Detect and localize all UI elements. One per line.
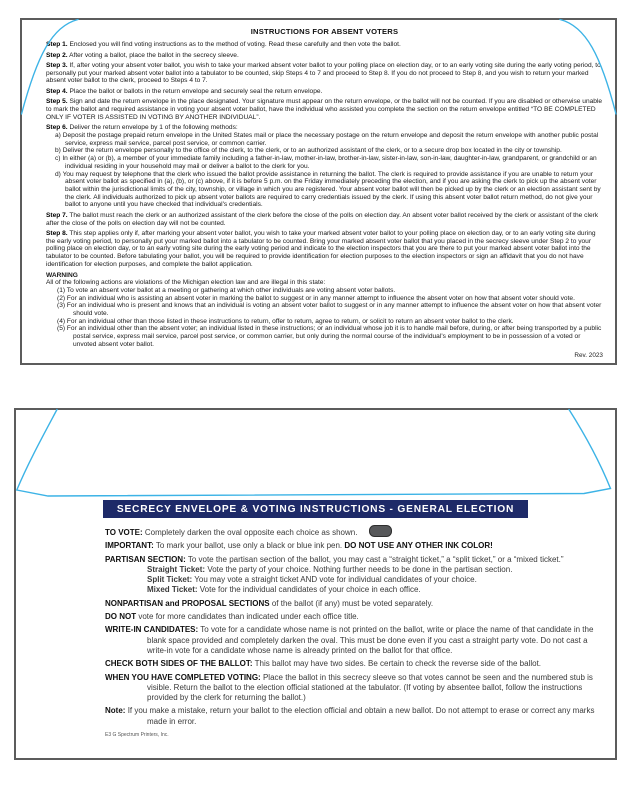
warning-4-text: For an individual other than those listed in these instructions to return, offer to return, agree to return, or solicit to return an absent voter ballot to the clerk.	[66, 317, 514, 325]
warning-item-3	[57, 302, 603, 317]
warning-item-5	[57, 325, 603, 348]
step-1-label: Step 1.	[46, 41, 68, 48]
do-not-text: vote for more candidates than indicated under each office title.	[138, 612, 359, 622]
step-6-method-c	[55, 155, 603, 170]
to-vote-line	[105, 525, 597, 538]
warning-2-label: (2)	[57, 294, 66, 302]
check-both-sides-label: CHECK BOTH SIDES OF THE BALLOT:	[105, 659, 253, 669]
step-6-method-d	[55, 171, 603, 210]
method-b-text: Deliver the return envelope personally to the office of the clerk, to the clerk, or to an authorized assistant of the clerk, or to a secure drop box located in the city or township.	[62, 147, 562, 155]
method-b-label: b)	[55, 147, 61, 155]
split-ticket-text: You may vote a straight ticket AND vote for individual candidates of your choice.	[194, 575, 477, 585]
step-4-text: Place the ballot or ballots in the return envelope and securely seal the return envelope.	[69, 87, 323, 95]
mixed-ticket-text: Vote for the individual candidates of your choice in each office.	[199, 585, 421, 595]
mixed-ticket-line	[147, 585, 597, 595]
step-7-label: Step 7.	[46, 211, 68, 219]
darkened-oval-icon	[369, 525, 392, 537]
step-8-label: Step 8.	[46, 230, 68, 238]
split-ticket-line	[147, 575, 597, 585]
step-5-text: Sign and date the return envelope in the place designated. Your signature must appear on the return envelope, or the ballot will not be counted. If you are disabled or otherwise unable to mark the ballot and required assistance in voting your absent voter ballot, have the individual who assisted you complete the section on the return envelope entitled “TO BE COMPLETED ONLY IF VOTER IS ASSISTED IN VOTING BY ANOTHER INDIVIDUAL”.	[46, 98, 603, 121]
step-2-label: Step 2.	[46, 51, 68, 59]
note-text: If you make a mistake, return your ballot to the election official and obtain a new ballot. Do not attempt to erase or correct any marks made in error.	[127, 706, 595, 726]
write-in-label: WRITE-IN CANDIDATES:	[105, 625, 199, 635]
important-line	[105, 541, 597, 551]
write-in-text: To vote for a candidate whose name is not printed on the ballot, write or place the name of that candidate in the blank space provided and completely darken the oval. This must be done even if you cast a straight party vote. Do not cast a write-in vote for a candidate whose name is already printed on the ballot for that office.	[147, 625, 594, 655]
step-1	[46, 41, 603, 49]
partisan-section-line	[105, 555, 597, 565]
method-d-text: You may request by telephone that the clerk who issued the ballot provide assistance in returning the ballot. The clerk is required to provide assistance if you are unable to return your absent voter ballot as specified in (a), (b), or (c) above, if it is before 5 p.m. on the Friday immediately preceding the election, and if you are asking the clerk to pick up the absent voter ballot within the jurisdictional limits of the city, township, or village in which you are registered. Your absent voter ballot will then be picked up by the clerk or an election assistant sent by the clerk. All individuals authorized to pick up absent voter ballots are required to carry credentials issued by the clerk. If using this absent voter ballot return method, do not give your ballot to anyone until you have checked that individual's credentials.	[62, 170, 601, 209]
nonpartisan-text: of the ballot (if any) must be voted separately.	[271, 598, 434, 608]
note-line	[105, 706, 597, 727]
step-6-method-b	[55, 147, 603, 155]
step-2	[46, 52, 603, 60]
step-1-text: Enclosed you will find voting instructions as to the method of voting. Read these carefully and then vote the ballot.	[69, 41, 401, 48]
secrecy-envelope-header: SECRECY ENVELOPE & VOTING INSTRUCTIONS - GENERAL ELECTION	[103, 500, 528, 518]
completed-voting-line	[105, 673, 597, 704]
step-6	[46, 124, 603, 132]
warning-title: WARNING	[46, 271, 78, 279]
important-tail: DO NOT USE ANY OTHER INK COLOR!	[344, 541, 493, 551]
straight-ticket-label: Straight Ticket:	[147, 564, 206, 574]
important-label: IMPORTANT:	[105, 541, 154, 551]
check-both-sides-text: This ballot may have two sides. Be certain to check the reverse side of the ballot.	[254, 659, 542, 669]
step-4-label: Step 4.	[46, 87, 68, 95]
secrecy-envelope-panel	[14, 408, 617, 760]
warning-4-label: (4)	[57, 317, 66, 325]
warning-5-text: For an individual other than the absent voter; an individual listed in these instructions; or an individual whose job it is to handle mail before, during, or after being transported by a public postal service, express mail service, parcel post service, or common carrier, but only during the normal course of the individual's employment to be in possession of a voted or unvoted absent voter ballot.	[66, 325, 602, 348]
straight-ticket-text: Vote the party of your choice. Nothing further needs to be done in the partisan section.	[207, 564, 513, 574]
step-4	[46, 88, 603, 96]
do-not-line	[105, 612, 597, 622]
important-text: To mark your ballot, use only a black or blue ink pen.	[155, 541, 343, 551]
completed-voting-text: Place the ballot in this secrecy sleeve so that votes cannot be seen and the numbered stub is visible. Return the ballot to the election official stationed at the tabulator. (If voting by absentee ballot, follow the instructions provided by the clerk for returning the ballot.)	[147, 672, 593, 703]
partisan-label: PARTISAN SECTION:	[105, 554, 186, 564]
completed-voting-label: WHEN YOU HAVE COMPLETED VOTING:	[105, 672, 261, 682]
method-a-text: Deposit the postage prepaid return envelope in the United States mail or place the necessary postage on the return envelope and deposit the return envelope with another public postal service, express mail service, parcel post service, or common carrier.	[62, 132, 599, 147]
warning-list	[57, 287, 603, 349]
step-5-label: Step 5.	[46, 98, 68, 106]
step-6-methods-list	[55, 132, 603, 209]
absent-voter-instructions-panel	[20, 18, 617, 365]
warning-item-1	[57, 287, 603, 295]
straight-ticket-line	[147, 565, 597, 575]
mixed-ticket-label: Mixed Ticket:	[147, 585, 198, 595]
to-vote-text: Completely darken the oval opposite each choice as shown.	[144, 528, 358, 537]
split-ticket-label: Split Ticket:	[147, 575, 193, 585]
to-vote-label: TO VOTE:	[105, 528, 143, 537]
warning-3-text: For an individual who is present and knows that an individual is voting an absent voter ballot to suggest or in any manner attempt to influence the absent voter on how that absent voter should vote.	[66, 302, 602, 318]
step-7	[46, 212, 603, 227]
method-c-text: In either (a) or (b), a member of your immediate family including a father-in-law, mother-in-law, brother-in-law, sister-in-law, son-in-law, daughter-in-law, grandparent, or grandchild or an individual residing in your household may mail or deliver a ballot to the clerk for you.	[62, 155, 597, 170]
nonpartisan-line	[105, 599, 597, 609]
step-7-text: The ballot must reach the clerk or an authorized assistant of the clerk before the close of the polls on election day. An absent voter ballot received by the clerk or assistant of the clerk after the close of the polls on election day will not be counted.	[46, 211, 599, 227]
warning-1-label: (1)	[57, 286, 66, 294]
step-3	[46, 62, 603, 85]
panel1-title: INSTRUCTIONS FOR ABSENT VOTERS	[250, 27, 399, 36]
check-both-sides-line	[105, 659, 597, 669]
method-c-label: c)	[55, 155, 61, 163]
note-label: Note:	[105, 706, 126, 716]
printer-credit: E3 G Spectrum Printers, Inc.	[105, 732, 169, 739]
warning-item-4	[57, 318, 603, 326]
partisan-text: To vote the partisan section of the ballot, you may cast a “straight ticket,” a “split ticket,” or a “mixed ticket.”	[187, 554, 564, 564]
warning-5-label: (5)	[57, 325, 66, 333]
warning-3-label: (3)	[57, 302, 66, 310]
write-in-line	[105, 625, 597, 656]
do-not-label: DO NOT	[105, 612, 137, 622]
step-2-text: After voting a ballot, place the ballot in the secrecy sleeve.	[69, 51, 239, 59]
method-a-label: a)	[55, 132, 61, 140]
step-6-method-a	[55, 132, 603, 147]
step-8	[46, 230, 603, 269]
nonpartisan-label: NONPARTISAN and PROPOSAL SECTIONS	[105, 598, 270, 608]
step-3-text: If, after voting your absent voter ballot, you wish to take your marked absent voter ballot to your polling place on election day, or to an early voting site during the early voting period, to personally put your marked absent voter ballot into a tabulator to be counted, skip Steps 4 to 7 and proceed to Step 8. If you do not proceed to Step 8, and you wish to return your marked absent voter ballot to the clerk, proceed to Steps 4 to 7.	[46, 62, 601, 85]
warning-2-text: For an individual who is assisting an absent voter in marking the ballot to suggest or in any manner attempt to influence the absent voter on how that absent voter should vote.	[66, 294, 575, 302]
method-d-label: d)	[55, 170, 61, 178]
warning-1-text: To vote an absent voter ballot at a meeting or gathering at which other individuals are voting absent voter ballots.	[66, 286, 396, 294]
step-6-text: Deliver the return envelope by 1 of the following methods:	[69, 124, 238, 132]
revision-date: Rev. 2023	[574, 352, 603, 359]
warning-intro: All of the following actions are violations of the Michigan election law and are illegal in this state:	[46, 279, 326, 287]
step-3-label: Step 3.	[46, 62, 68, 69]
step-5	[46, 98, 603, 121]
warning-item-2	[57, 295, 603, 303]
step-8-text: This step applies only if, after marking your absent voter ballot, you wish to take your marked absent voter ballot to your polling place on election day, or to an early voting site during the early voting period, to personally put your marked ballot into a tabulator to be counted. Bring your marked absent voter ballot that you placed in the secrecy sleeve under Step 2 to your polling place on election day, or to an early voting site during the early voting period and indicate to the election inspectors that you are there to put your marked absent voter ballot into the tabulator to be counted. Before tabulating your ballot, you will be required to provide identification for election purposes to the election inspectors or sign an affidavit that you do not have identification for election purposes, and complete the ballot application.	[46, 230, 596, 268]
step-6-label: Step 6.	[46, 124, 68, 132]
